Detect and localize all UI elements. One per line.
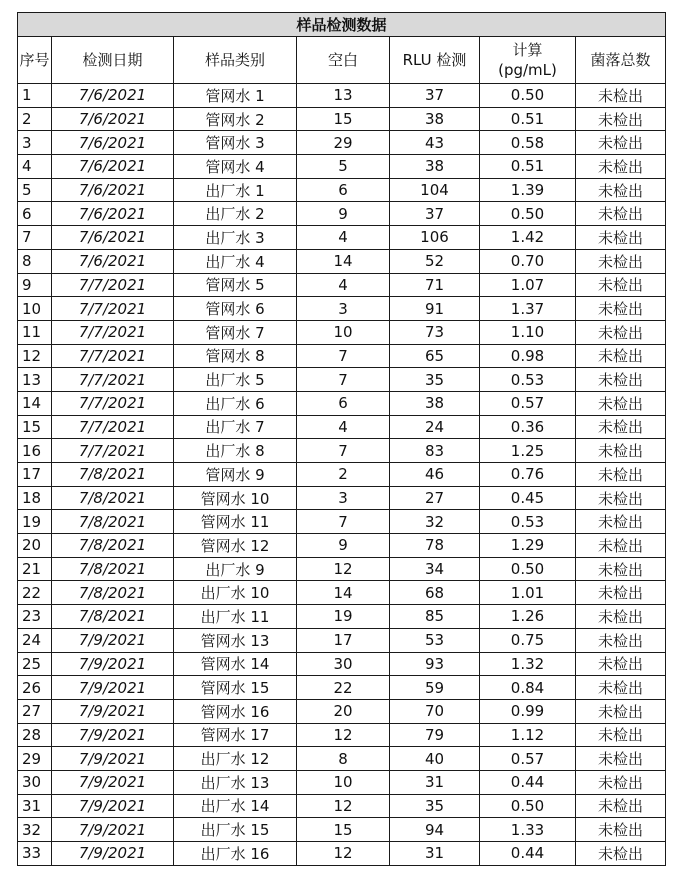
cell-seq: 19 [18, 510, 52, 534]
cell-sample-type: 出厂水 6 [174, 391, 297, 415]
cell-colony: 未检出 [576, 770, 666, 794]
cell-calc: 0.50 [480, 84, 576, 108]
cell-date: 7/8/2021 [52, 534, 174, 558]
cell-seq: 4 [18, 155, 52, 179]
cell-sample-type: 管网水 14 [174, 652, 297, 676]
cell-seq: 31 [18, 794, 52, 818]
table-row [18, 84, 666, 108]
cell-rlu: 83 [390, 439, 480, 463]
cell-colony: 未检出 [576, 557, 666, 581]
cell-calc: 0.50 [480, 557, 576, 581]
table-row [18, 747, 666, 771]
header-date: 检测日期 [52, 37, 174, 84]
cell-blank: 7 [297, 439, 390, 463]
cell-seq: 33 [18, 842, 52, 866]
cell-rlu: 38 [390, 155, 480, 179]
cell-sample-type: 管网水 9 [174, 463, 297, 487]
cell-seq: 1 [18, 84, 52, 108]
cell-blank: 7 [297, 368, 390, 392]
cell-sample-type: 管网水 15 [174, 676, 297, 700]
cell-rlu: 31 [390, 842, 480, 866]
cell-colony: 未检出 [576, 581, 666, 605]
cell-colony: 未检出 [576, 605, 666, 629]
table-title: 样品检测数据 [18, 13, 666, 37]
header-calc: 计算 (pg/mL) [480, 37, 576, 84]
cell-calc: 0.51 [480, 107, 576, 131]
cell-calc: 1.39 [480, 178, 576, 202]
cell-calc: 1.42 [480, 226, 576, 250]
cell-seq: 28 [18, 723, 52, 747]
cell-seq: 24 [18, 628, 52, 652]
cell-colony: 未检出 [576, 439, 666, 463]
cell-seq: 2 [18, 107, 52, 131]
cell-calc: 1.10 [480, 320, 576, 344]
cell-calc: 0.98 [480, 344, 576, 368]
cell-date: 7/6/2021 [52, 226, 174, 250]
cell-seq: 27 [18, 699, 52, 723]
table-row [18, 415, 666, 439]
cell-date: 7/7/2021 [52, 368, 174, 392]
cell-rlu: 31 [390, 770, 480, 794]
cell-sample-type: 出厂水 2 [174, 202, 297, 226]
cell-colony: 未检出 [576, 391, 666, 415]
cell-rlu: 94 [390, 818, 480, 842]
cell-blank: 4 [297, 415, 390, 439]
cell-rlu: 93 [390, 652, 480, 676]
cell-rlu: 68 [390, 581, 480, 605]
cell-blank: 15 [297, 818, 390, 842]
cell-rlu: 37 [390, 202, 480, 226]
cell-blank: 14 [297, 249, 390, 273]
cell-blank: 20 [297, 699, 390, 723]
table-row [18, 439, 666, 463]
cell-blank: 12 [297, 723, 390, 747]
cell-seq: 17 [18, 463, 52, 487]
cell-sample-type: 管网水 10 [174, 486, 297, 510]
cell-calc: 0.70 [480, 249, 576, 273]
cell-date: 7/6/2021 [52, 202, 174, 226]
cell-blank: 17 [297, 628, 390, 652]
cell-colony: 未检出 [576, 794, 666, 818]
table-row [18, 723, 666, 747]
table-row [18, 226, 666, 250]
cell-blank: 15 [297, 107, 390, 131]
cell-rlu: 37 [390, 84, 480, 108]
cell-colony: 未检出 [576, 628, 666, 652]
cell-sample-type: 管网水 13 [174, 628, 297, 652]
table-row [18, 155, 666, 179]
cell-colony: 未检出 [576, 178, 666, 202]
table-row [18, 676, 666, 700]
cell-colony: 未检出 [576, 818, 666, 842]
cell-seq: 30 [18, 770, 52, 794]
cell-seq: 29 [18, 747, 52, 771]
cell-colony: 未检出 [576, 842, 666, 866]
table-row [18, 652, 666, 676]
cell-seq: 22 [18, 581, 52, 605]
cell-sample-type: 出厂水 16 [174, 842, 297, 866]
cell-calc: 0.53 [480, 510, 576, 534]
cell-rlu: 24 [390, 415, 480, 439]
cell-blank: 4 [297, 226, 390, 250]
cell-seq: 12 [18, 344, 52, 368]
cell-rlu: 38 [390, 391, 480, 415]
cell-rlu: 85 [390, 605, 480, 629]
cell-sample-type: 管网水 7 [174, 320, 297, 344]
cell-rlu: 35 [390, 794, 480, 818]
cell-colony: 未检出 [576, 486, 666, 510]
table-row [18, 770, 666, 794]
cell-date: 7/9/2021 [52, 747, 174, 771]
table-row [18, 581, 666, 605]
cell-rlu: 106 [390, 226, 480, 250]
cell-rlu: 40 [390, 747, 480, 771]
cell-calc: 0.57 [480, 747, 576, 771]
cell-date: 7/6/2021 [52, 84, 174, 108]
cell-blank: 3 [297, 486, 390, 510]
cell-calc: 0.45 [480, 486, 576, 510]
cell-colony: 未检出 [576, 534, 666, 558]
cell-date: 7/6/2021 [52, 249, 174, 273]
header-seq: 序号 [18, 37, 52, 84]
cell-colony: 未检出 [576, 131, 666, 155]
cell-calc: 0.57 [480, 391, 576, 415]
cell-blank: 29 [297, 131, 390, 155]
cell-rlu: 65 [390, 344, 480, 368]
cell-sample-type: 出厂水 12 [174, 747, 297, 771]
cell-rlu: 35 [390, 368, 480, 392]
table-row [18, 486, 666, 510]
cell-rlu: 46 [390, 463, 480, 487]
cell-blank: 6 [297, 391, 390, 415]
cell-date: 7/9/2021 [52, 818, 174, 842]
cell-calc: 0.76 [480, 463, 576, 487]
cell-date: 7/9/2021 [52, 676, 174, 700]
cell-rlu: 53 [390, 628, 480, 652]
cell-seq: 10 [18, 297, 52, 321]
cell-calc: 1.26 [480, 605, 576, 629]
cell-colony: 未检出 [576, 747, 666, 771]
cell-seq: 20 [18, 534, 52, 558]
cell-sample-type: 出厂水 11 [174, 605, 297, 629]
cell-sample-type: 管网水 4 [174, 155, 297, 179]
cell-date: 7/7/2021 [52, 391, 174, 415]
cell-seq: 18 [18, 486, 52, 510]
cell-calc: 1.25 [480, 439, 576, 463]
table-row [18, 699, 666, 723]
cell-calc: 1.12 [480, 723, 576, 747]
cell-date: 7/7/2021 [52, 320, 174, 344]
cell-colony: 未检出 [576, 415, 666, 439]
cell-calc: 1.01 [480, 581, 576, 605]
cell-blank: 10 [297, 320, 390, 344]
cell-date: 7/8/2021 [52, 510, 174, 534]
cell-seq: 11 [18, 320, 52, 344]
cell-seq: 3 [18, 131, 52, 155]
cell-sample-type: 出厂水 1 [174, 178, 297, 202]
cell-colony: 未检出 [576, 344, 666, 368]
cell-colony: 未检出 [576, 249, 666, 273]
cell-blank: 8 [297, 747, 390, 771]
cell-date: 7/8/2021 [52, 605, 174, 629]
cell-seq: 8 [18, 249, 52, 273]
cell-blank: 6 [297, 178, 390, 202]
cell-seq: 15 [18, 415, 52, 439]
cell-calc: 0.36 [480, 415, 576, 439]
table-row [18, 273, 666, 297]
cell-rlu: 43 [390, 131, 480, 155]
cell-rlu: 79 [390, 723, 480, 747]
table-row [18, 368, 666, 392]
cell-sample-type: 管网水 3 [174, 131, 297, 155]
cell-rlu: 38 [390, 107, 480, 131]
cell-rlu: 91 [390, 297, 480, 321]
cell-colony: 未检出 [576, 202, 666, 226]
cell-colony: 未检出 [576, 84, 666, 108]
cell-seq: 23 [18, 605, 52, 629]
table-row [18, 107, 666, 131]
cell-colony: 未检出 [576, 652, 666, 676]
cell-sample-type: 出厂水 5 [174, 368, 297, 392]
cell-blank: 30 [297, 652, 390, 676]
cell-date: 7/9/2021 [52, 628, 174, 652]
table-row [18, 344, 666, 368]
cell-seq: 13 [18, 368, 52, 392]
cell-calc: 0.44 [480, 842, 576, 866]
cell-rlu: 34 [390, 557, 480, 581]
cell-calc: 0.75 [480, 628, 576, 652]
cell-colony: 未检出 [576, 723, 666, 747]
cell-rlu: 70 [390, 699, 480, 723]
cell-sample-type: 出厂水 8 [174, 439, 297, 463]
cell-date: 7/8/2021 [52, 557, 174, 581]
cell-date: 7/6/2021 [52, 178, 174, 202]
cell-calc: 0.50 [480, 794, 576, 818]
cell-sample-type: 管网水 2 [174, 107, 297, 131]
cell-blank: 14 [297, 581, 390, 605]
table-row [18, 534, 666, 558]
table-row [18, 131, 666, 155]
table-row [18, 463, 666, 487]
cell-colony: 未检出 [576, 273, 666, 297]
cell-date: 7/7/2021 [52, 415, 174, 439]
table-row [18, 178, 666, 202]
cell-calc: 1.29 [480, 534, 576, 558]
cell-sample-type: 出厂水 3 [174, 226, 297, 250]
cell-sample-type: 出厂水 13 [174, 770, 297, 794]
table-row [18, 320, 666, 344]
cell-colony: 未检出 [576, 510, 666, 534]
cell-date: 7/7/2021 [52, 439, 174, 463]
cell-date: 7/9/2021 [52, 723, 174, 747]
cell-date: 7/9/2021 [52, 770, 174, 794]
cell-calc: 1.33 [480, 818, 576, 842]
cell-blank: 12 [297, 557, 390, 581]
table-row [18, 605, 666, 629]
cell-date: 7/6/2021 [52, 107, 174, 131]
cell-calc: 0.58 [480, 131, 576, 155]
cell-blank: 7 [297, 510, 390, 534]
cell-blank: 9 [297, 202, 390, 226]
cell-sample-type: 出厂水 10 [174, 581, 297, 605]
cell-blank: 19 [297, 605, 390, 629]
cell-colony: 未检出 [576, 320, 666, 344]
cell-colony: 未检出 [576, 297, 666, 321]
table-row [18, 202, 666, 226]
cell-sample-type: 管网水 5 [174, 273, 297, 297]
cell-seq: 6 [18, 202, 52, 226]
cell-date: 7/8/2021 [52, 463, 174, 487]
cell-blank: 22 [297, 676, 390, 700]
cell-calc: 1.37 [480, 297, 576, 321]
cell-seq: 32 [18, 818, 52, 842]
cell-rlu: 104 [390, 178, 480, 202]
table-row [18, 818, 666, 842]
cell-date: 7/6/2021 [52, 131, 174, 155]
cell-seq: 21 [18, 557, 52, 581]
table-body [18, 84, 666, 866]
table-row [18, 391, 666, 415]
cell-seq: 26 [18, 676, 52, 700]
cell-colony: 未检出 [576, 107, 666, 131]
cell-calc: 0.53 [480, 368, 576, 392]
cell-rlu: 78 [390, 534, 480, 558]
cell-blank: 5 [297, 155, 390, 179]
cell-seq: 14 [18, 391, 52, 415]
cell-date: 7/7/2021 [52, 344, 174, 368]
cell-sample-type: 出厂水 15 [174, 818, 297, 842]
cell-blank: 7 [297, 344, 390, 368]
table-row [18, 794, 666, 818]
cell-calc: 0.84 [480, 676, 576, 700]
cell-date: 7/6/2021 [52, 155, 174, 179]
cell-seq: 9 [18, 273, 52, 297]
cell-blank: 4 [297, 273, 390, 297]
cell-seq: 5 [18, 178, 52, 202]
cell-seq: 7 [18, 226, 52, 250]
cell-blank: 12 [297, 794, 390, 818]
cell-calc: 0.51 [480, 155, 576, 179]
cell-calc: 0.50 [480, 202, 576, 226]
cell-sample-type: 管网水 8 [174, 344, 297, 368]
cell-seq: 16 [18, 439, 52, 463]
cell-sample-type: 管网水 1 [174, 84, 297, 108]
cell-date: 7/7/2021 [52, 273, 174, 297]
cell-date: 7/9/2021 [52, 842, 174, 866]
header-sample-type: 样品类别 [174, 37, 297, 84]
cell-rlu: 73 [390, 320, 480, 344]
cell-date: 7/8/2021 [52, 581, 174, 605]
header-colony: 菌落总数 [576, 37, 666, 84]
table-row [18, 510, 666, 534]
cell-rlu: 71 [390, 273, 480, 297]
sample-test-data-table [17, 12, 666, 866]
cell-sample-type: 出厂水 9 [174, 557, 297, 581]
cell-sample-type: 出厂水 14 [174, 794, 297, 818]
cell-date: 7/9/2021 [52, 652, 174, 676]
cell-colony: 未检出 [576, 155, 666, 179]
cell-calc: 0.44 [480, 770, 576, 794]
table-row [18, 628, 666, 652]
cell-sample-type: 出厂水 4 [174, 249, 297, 273]
cell-sample-type: 出厂水 7 [174, 415, 297, 439]
table-row [18, 557, 666, 581]
cell-date: 7/9/2021 [52, 699, 174, 723]
header-blank: 空白 [297, 37, 390, 84]
cell-colony: 未检出 [576, 463, 666, 487]
cell-colony: 未检出 [576, 699, 666, 723]
cell-date: 7/9/2021 [52, 794, 174, 818]
cell-calc: 1.07 [480, 273, 576, 297]
cell-blank: 10 [297, 770, 390, 794]
cell-rlu: 27 [390, 486, 480, 510]
cell-date: 7/7/2021 [52, 297, 174, 321]
cell-calc: 1.32 [480, 652, 576, 676]
cell-rlu: 32 [390, 510, 480, 534]
cell-blank: 12 [297, 842, 390, 866]
table-row [18, 842, 666, 866]
cell-colony: 未检出 [576, 676, 666, 700]
cell-seq: 25 [18, 652, 52, 676]
cell-sample-type: 管网水 17 [174, 723, 297, 747]
cell-date: 7/8/2021 [52, 486, 174, 510]
cell-colony: 未检出 [576, 368, 666, 392]
cell-blank: 13 [297, 84, 390, 108]
table-row [18, 297, 666, 321]
cell-rlu: 52 [390, 249, 480, 273]
header-rlu: RLU 检测 [390, 37, 480, 84]
cell-calc: 0.99 [480, 699, 576, 723]
cell-sample-type: 管网水 16 [174, 699, 297, 723]
cell-sample-type: 管网水 12 [174, 534, 297, 558]
header-row [18, 37, 666, 84]
table-row [18, 249, 666, 273]
cell-blank: 3 [297, 297, 390, 321]
cell-blank: 2 [297, 463, 390, 487]
cell-blank: 9 [297, 534, 390, 558]
cell-colony: 未检出 [576, 226, 666, 250]
cell-rlu: 59 [390, 676, 480, 700]
cell-sample-type: 管网水 6 [174, 297, 297, 321]
cell-sample-type: 管网水 11 [174, 510, 297, 534]
